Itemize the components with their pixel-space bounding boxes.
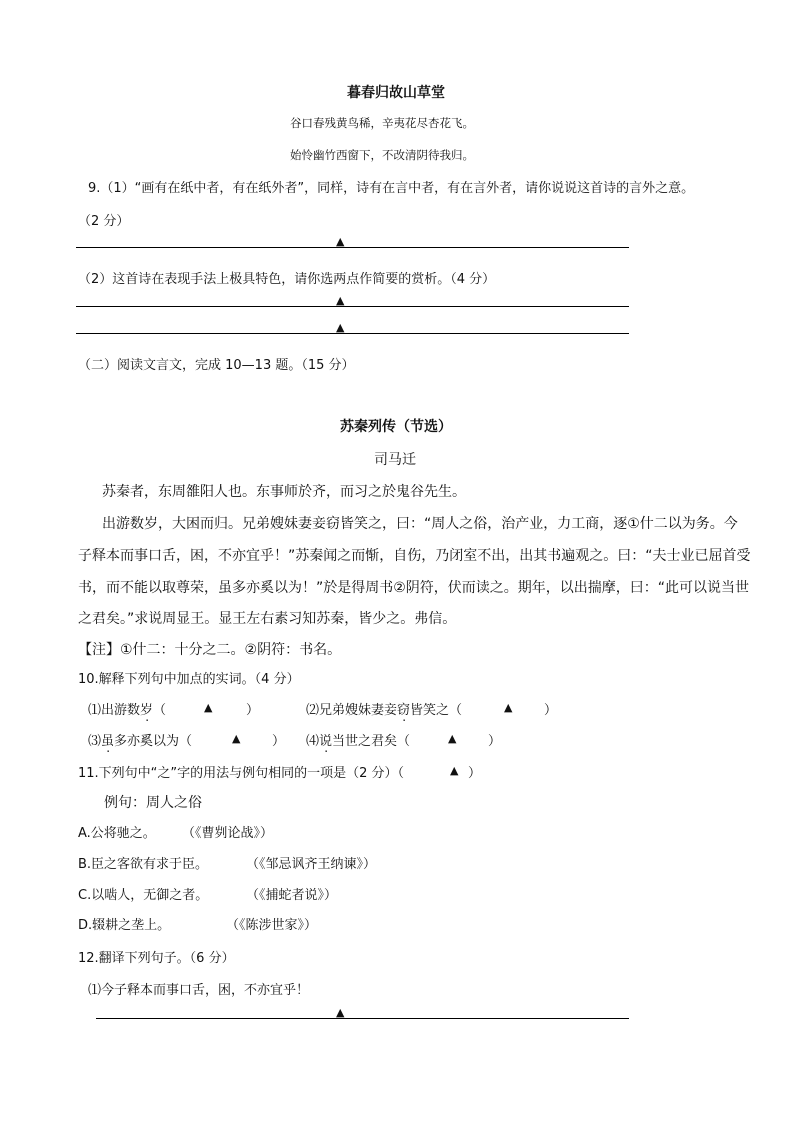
- q10-item-text: ⑵兄弟嫂妹妻妾: [306, 703, 398, 718]
- passage-paragraph-2-line: 子释本而事口舌，困，不亦宜乎！”苏秦闻之而惭，自伤，乃闭室不出，出其书遍观之。曰：“夫士业已屈首受: [78, 548, 751, 564]
- answer-mark: ▲: [448, 732, 457, 745]
- q10-item-text: 皆笑之（: [410, 703, 463, 718]
- q11-example: 例句：周人之俗: [104, 795, 202, 811]
- passage-title: 苏秦列传（节选）: [340, 419, 452, 435]
- q10-item-1: [88, 699, 166, 718]
- q11-option-a-source: （《曹刿论战》）: [182, 826, 274, 841]
- passage-paragraph-2-line: 之君矣。”求说周显王。显王左右素习知苏秦，皆少之。弗信。: [78, 611, 457, 627]
- poem-line-1: 谷口春残黄鸟稀，辛夷花尽杏花飞。: [290, 116, 474, 130]
- q11-option-c-source: （《捕蛇者说》）: [246, 888, 338, 903]
- q9-part1: 9.（1）“画有在纸中者，有在纸外者”，同样，诗有在言中者，有在言外者，请你说说这首诗的言外之意。: [88, 181, 695, 196]
- poem-line-2: 始怜幽竹西窗下，不改清阴待我归。: [290, 148, 474, 162]
- q10-item-text: ⑶: [88, 734, 102, 749]
- answer-mark: ▲: [450, 764, 459, 777]
- q11-option-b-source: （《邹忌讽齐王纳谏》）: [246, 857, 377, 872]
- q10-item-text: 多亦奚以为（: [114, 734, 193, 749]
- passage-paragraph-2-line: 书，而不能以取尊荣，虽多亦奚以为！”於是得周书②阴符，伏而读之。期年，以出揣摩，曰：“此可以说当世: [78, 580, 750, 596]
- answer-line[interactable]: [96, 1018, 629, 1019]
- q10-item-text: （: [153, 703, 167, 718]
- q10-item-text: ⑴出游数: [88, 703, 141, 718]
- q12-stem: 12.翻译下列句子。（6 分）: [78, 951, 235, 966]
- q10-item-3: [88, 730, 192, 749]
- q10-item-close: ）: [246, 703, 260, 718]
- passage-author: 司马迁: [374, 452, 416, 468]
- passage-note: 【注】①什二：十分之二。②阴符：书名。: [78, 642, 342, 658]
- answer-mark: ▲: [336, 294, 345, 307]
- q11-option-d: D.辍耕之垄上。: [78, 918, 171, 933]
- answer-mark: ▲: [504, 701, 513, 714]
- q11-option-c: C.以啮人，无御之者。: [78, 888, 209, 903]
- q10-item-text: 当世之君矣（: [332, 734, 411, 749]
- q11-option-b: B.臣之客欲有求于臣。: [78, 857, 209, 872]
- passage-paragraph-2-line: 出游数岁，大困而归。兄弟嫂妹妻妾窃皆笑之，曰：“周人之俗，治产业，力工商，逐①什二以为务。今: [102, 516, 738, 532]
- answer-line[interactable]: [76, 333, 629, 334]
- q10-item-close: ）: [488, 734, 502, 749]
- q11-stem-close: ）: [468, 766, 482, 781]
- dotted-word: 说: [319, 734, 333, 749]
- q10-stem: 10.解释下列句中加点的实词。（4 分）: [78, 672, 300, 687]
- q11-stem: 11.下列句中“之”字的用法与例句相同的一项是（2 分）（: [78, 766, 405, 781]
- q9-part2: （2）这首诗在表现手法上极具特色，请你选两点作简要的赏析。（4 分）: [78, 272, 496, 287]
- answer-mark: ▲: [232, 732, 241, 745]
- q11-option-d-source: （《陈涉世家》）: [226, 918, 318, 933]
- passage-paragraph-1: 苏秦者，东周雒阳人也。东事师於齐，而习之於鬼谷先生。: [102, 484, 466, 500]
- q9-part1-score: （2 分）: [78, 214, 130, 229]
- dotted-word: 窃: [397, 703, 411, 718]
- answer-mark: ▲: [336, 1006, 345, 1019]
- poem-title: 暮春归故山草堂: [347, 85, 445, 101]
- answer-line[interactable]: [76, 247, 629, 248]
- answer-mark: ▲: [336, 321, 345, 334]
- q10-item-4: [306, 730, 410, 749]
- dotted-word: 岁: [140, 703, 154, 718]
- q10-item-close: ）: [544, 703, 558, 718]
- q10-item-close: ）: [272, 734, 286, 749]
- answer-line[interactable]: [76, 306, 629, 307]
- q12-sentence-1: ⑴今子释本而事口舌，困，不亦宜乎！: [88, 983, 310, 998]
- q10-item-text: ⑷: [306, 734, 320, 749]
- answer-mark: ▲: [336, 235, 345, 248]
- dotted-word: 虽: [101, 734, 115, 749]
- answer-mark: ▲: [204, 701, 213, 714]
- q11-option-a: A.公将驰之。: [78, 826, 156, 841]
- section-2-heading: （二）阅读文言文，完成 10—13 题。（15 分）: [78, 358, 355, 373]
- q10-item-2: [306, 699, 462, 718]
